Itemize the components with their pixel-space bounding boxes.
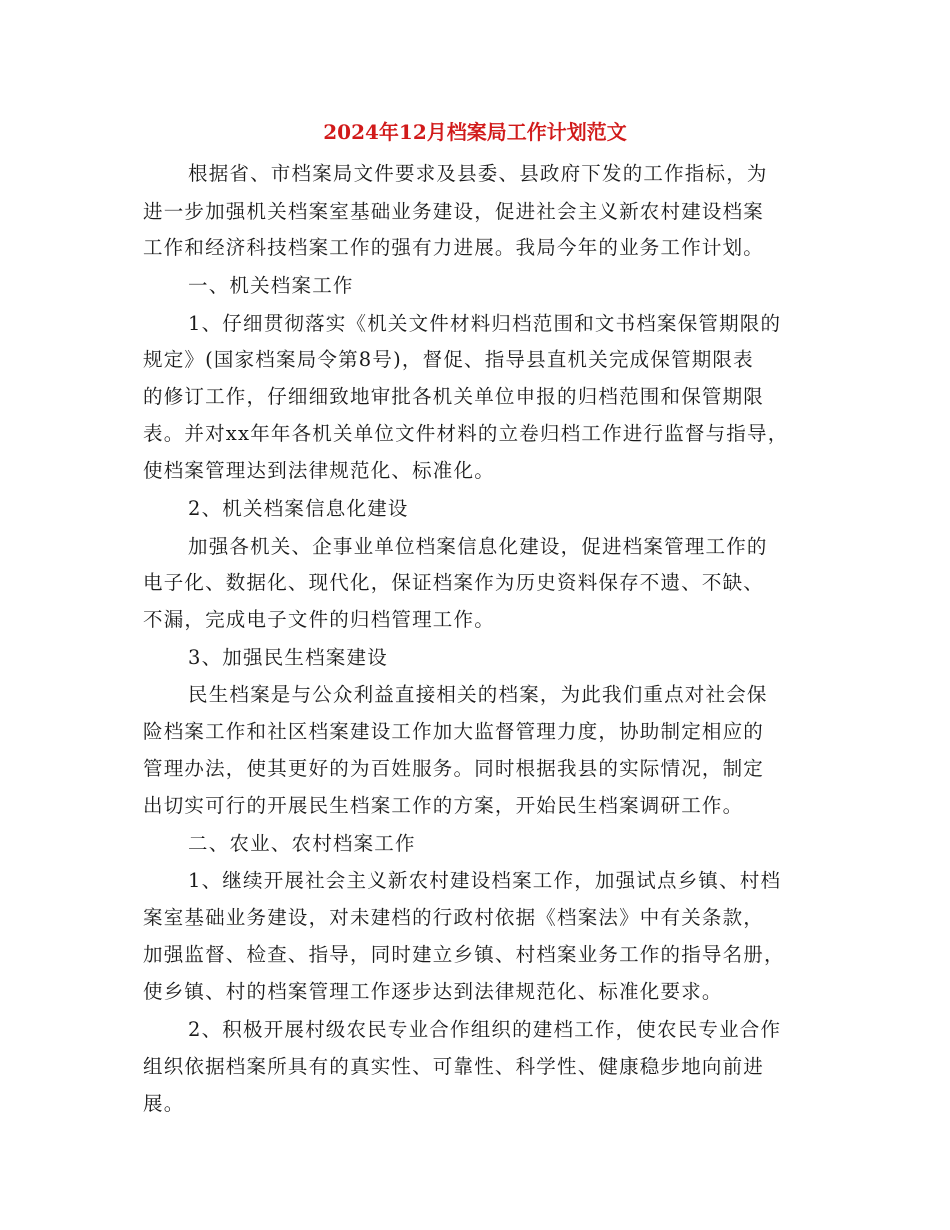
section-heading: 二、农业、农村档案工作 [188,832,416,855]
paragraph-line: 险档案工作和社区档案建设工作加大监督管理力度，协助制定相应的 [143,720,765,743]
paragraph-line: 的修订工作，仔细细致地审批各机关单位申报的归档范围和保管期限 [143,385,765,408]
paragraph-line: 不漏，完成电子文件的归档管理工作。 [143,608,495,631]
paragraph-line: 民生档案是与公众利益直接相关的档案，为此我们重点对社会保 [188,683,768,706]
paragraph-line: 使档案管理达到法律规范化、标准化。 [143,459,495,482]
paragraph-line: 进一步加强机关档案室基础业务建设，促进社会主义新农村建设档案 [143,200,765,223]
paragraph-line: 案室基础业务建设，对未建档的行政村依据《档案法》中有关条款， [143,906,765,929]
paragraph-line: 1、继续开展社会主义新农村建设档案工作，加强试点乡镇、村档 [188,869,782,892]
paragraph-line: 根据省、市档案局文件要求及县委、县政府下发的工作指标，为 [188,162,768,185]
paragraph-line: 电子化、数据化、现代化，保证档案作为历史资料保存不遗、不缺、 [143,571,765,594]
paragraph-line: 加强监督、检查、指导，同时建立乡镇、村档案业务工作的指导名册， [143,943,785,966]
paragraph-line: 管理办法，使其更好的为百姓服务。同时根据我县的实际情况，制定 [143,757,765,780]
paragraph-line: 出切实可行的开展民生档案工作的方案，开始民生档案调研工作。 [143,794,744,817]
paragraph-line: 工作和经济科技档案工作的强有力进展。我局今年的业务工作计划。 [143,236,765,259]
paragraph-line: 规定》(国家档案局令第8号)，督促、指导县直机关完成保管期限表 [143,348,754,371]
paragraph-line: 2、积极开展村级农民专业合作组织的建档工作，使农民专业合作 [188,1018,782,1041]
paragraph-line: 组织依据档案所具有的真实性、可靠性、科学性、健康稳步地向前进 [143,1055,765,1078]
paragraph-line: 加强各机关、企事业单位档案信息化建设，促进档案管理工作的 [188,535,768,558]
subsection-heading: 2、机关档案信息化建设 [188,497,409,520]
document-title: 2024年12月档案局工作计划范文 [323,120,627,144]
section-heading: 一、机关档案工作 [188,274,354,297]
paragraph-line: 表。并对xx年年各机关单位文件材料的立卷归档工作进行监督与指导， [143,422,789,445]
paragraph-line: 使乡镇、村的档案管理工作逐步达到法律规范化、标准化要求。 [143,980,723,1003]
subsection-heading: 3、加强民生档案建设 [188,646,388,669]
paragraph-line: 展。 [143,1092,185,1115]
paragraph-line: 1、仔细贯彻落实《机关文件材料归档范围和文书档案保管期限的 [188,312,782,335]
